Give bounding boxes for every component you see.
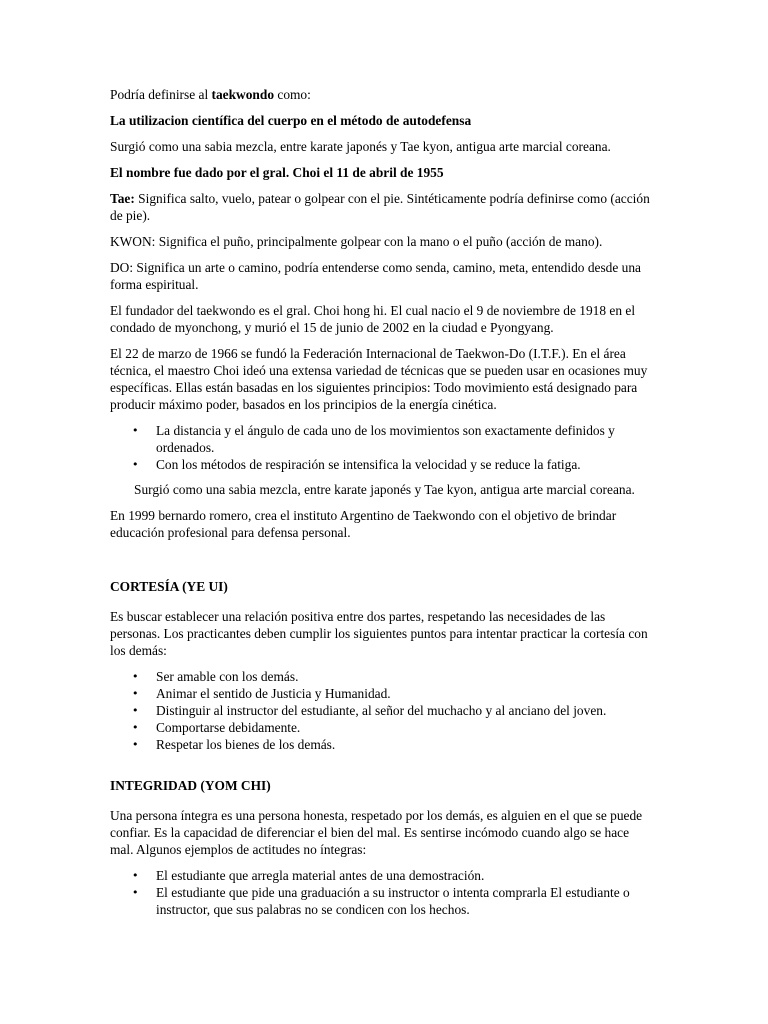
intro-paragraph bbox=[110, 86, 655, 103]
intro-suffix: como: bbox=[274, 87, 311, 102]
origin-repeat-paragraph: Surgió como una sabia mezcla, entre karate japonés y Tae kyon, antigua arte marcial coreana. bbox=[134, 482, 635, 497]
integridad-paragraph: Una persona íntegra es una persona honesta, respetado por los demás, es alguien en el que se puede confiar. Es la capacidad de diferenciar el bien del mal. Es sentirse incómodo cuando algo se hace mal. Algunos ejemplos de actitudes no íntegras: bbox=[110, 808, 643, 857]
intro-term: taekwondo bbox=[211, 87, 275, 102]
list-item: • Con los métodos de respiración se intensifica la velocidad y se reduce la fatiga. bbox=[110, 456, 655, 473]
origin-paragraph: Surgió como una sabia mezcla, entre karate japonés y Tae kyon, antigua arte marcial coreana. bbox=[110, 139, 611, 154]
integridad-list bbox=[110, 867, 655, 918]
kwon-paragraph: KWON: Significa el puño, principalmente golpear con la mano o el puño (acción de mano). bbox=[110, 234, 603, 249]
intro-text: Podría definirse al bbox=[110, 87, 212, 102]
list-item: • Respetar los bienes de los demás. bbox=[110, 736, 655, 753]
list-item: • El estudiante que arregla material antes de una demostración. bbox=[110, 867, 655, 884]
tae-label: Tae: bbox=[110, 191, 135, 206]
principles-list bbox=[110, 422, 655, 473]
do-paragraph: DO: Significa un arte o camino, podría entenderse como senda, camino, meta, entendido desde una forma espiritual. bbox=[110, 260, 641, 292]
integridad-heading: INTEGRIDAD (YOM CHI) bbox=[110, 778, 271, 793]
spacer bbox=[110, 761, 655, 777]
list-item: • Ser amable con los demás. bbox=[110, 668, 655, 685]
itf-paragraph: El 22 de marzo de 1966 se fundó la Federación Internacional de Taekwon-Do (I.T.F.). En el área técnica, el maestro Choi ideó una extensa variedad de técnicas que se pueden usar en ocasiones muy específicas. Ellas están basadas en los siguientes principios: Todo movimiento está designado para producir máximo poder, basados en los principios de la energía cinética. bbox=[110, 346, 648, 412]
name-given-heading: El nombre fue dado por el gral. Choi el 11 de abril de 1955 bbox=[110, 165, 444, 180]
founder-paragraph: El fundador del taekwondo es el gral. Choi hong hi. El cual nacio el 9 de noviembre de 1918 en el condado de myonchong, y murió el 15 de junio de 2002 en la ciudad e Pyongyang. bbox=[110, 303, 636, 335]
tae-paragraph bbox=[110, 190, 655, 224]
list-item: • Distinguir al instructor del estudiante, al señor del muchacho y al anciano del joven. bbox=[110, 702, 655, 719]
cortesia-heading: CORTESÍA (YE UI) bbox=[110, 579, 228, 594]
list-item: • La distancia y el ángulo de cada uno de los movimientos son exactamente definidos y ordenados. bbox=[110, 422, 655, 456]
list-item: • Animar el sentido de Justicia y Humanidad. bbox=[110, 685, 655, 702]
definition-heading: La utilizacion científica del cuerpo en el método de autodefensa bbox=[110, 113, 472, 128]
spacer bbox=[110, 550, 655, 578]
document-body bbox=[110, 86, 655, 926]
romero-paragraph: En 1999 bernardo romero, crea el instituto Argentino de Taekwondo con el objetivo de brindar educación profesional para defensa personal. bbox=[110, 508, 617, 540]
list-item: • Comportarse debidamente. bbox=[110, 719, 655, 736]
cortesia-list bbox=[110, 668, 655, 753]
cortesia-paragraph: Es buscar establecer una relación positiva entre dos partes, respetando las necesidades de las personas. Los practicantes deben cumplir los siguientes puntos para intentar practicar la cortesía con los demás: bbox=[110, 609, 648, 658]
tae-text: Significa salto, vuelo, patear o golpear con el pie. Sintéticamente podría definirse como (acción de pie). bbox=[110, 191, 650, 223]
list-item: • El estudiante que pide una graduación a su instructor o intenta comprarla El estudiante o instructor, que sus palabras no se condicen con los hechos. bbox=[110, 884, 655, 918]
